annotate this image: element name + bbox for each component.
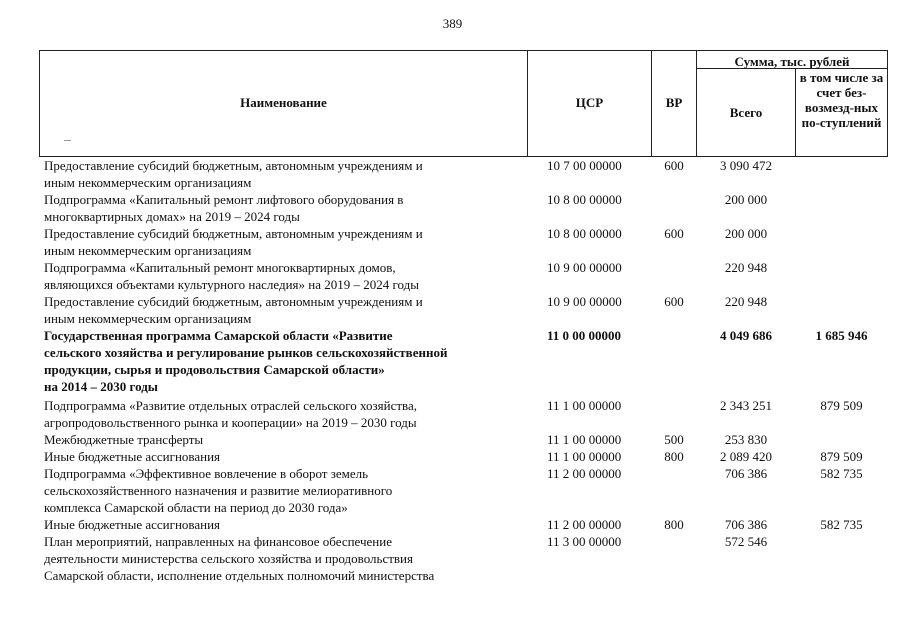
row-vr: 600 (664, 158, 684, 173)
row-including: 879 509 (820, 449, 863, 464)
row-vr: 800 (664, 517, 684, 532)
scan-mark (64, 140, 71, 141)
row-total: 200 000 (724, 192, 768, 207)
row-total: 3 090 472 (720, 158, 772, 173)
row-csr: 11 2 00 00000 (547, 517, 622, 532)
row-name: Подпрограмма «Капитальный ремонт лифтового оборудования в многоквартирных домах» на 2019 – 2024 годы (44, 192, 404, 224)
row-total: 2 343 251 (720, 398, 772, 413)
row-total: 220 948 (724, 260, 768, 275)
row-vr: 600 (664, 294, 684, 309)
column-header-name: Наименование (240, 95, 327, 110)
row-csr: 10 8 00 00000 (547, 192, 622, 207)
row-csr: 11 2 00 00000 (547, 466, 622, 481)
row-including: 582 735 (820, 517, 863, 532)
row-total: 4 049 686 (720, 328, 772, 343)
row-name: Иные бюджетные ассигнования (44, 449, 221, 464)
row-csr: 11 0 00 00000 (547, 328, 622, 343)
row-name: План мероприятий, направленных на финансовое обеспечение деятельности министерства сельского хозяйства и продовольствия Самарской области, исполнение отдельных полномочий министерства (44, 534, 435, 583)
row-including: 582 735 (820, 466, 863, 481)
header-right-border (887, 50, 888, 157)
column-header-amount: Сумма, тыс. рублей (734, 54, 850, 69)
row-csr: 10 7 00 00000 (547, 158, 622, 173)
row-vr: 600 (664, 226, 684, 241)
row-total: 200 000 (724, 226, 768, 241)
row-including: 1 685 946 (815, 328, 868, 343)
row-name: Предоставление субсидий бюджетным, автономным учреждениям и иным некоммерческим организациям (44, 226, 423, 258)
row-csr: 11 1 00 00000 (547, 432, 622, 447)
column-header-csr: ЦСР (575, 95, 604, 110)
column-header-including: в том числе за счет без-возмезд-ных по-ступлений (799, 70, 884, 130)
row-name: Предоставление субсидий бюджетным, автономным учреждениям и иным некоммерческим организациям (44, 158, 423, 190)
row-name: Подпрограмма «Развитие отдельных отраслей сельского хозяйства, агропродовольственного рынка и кооперации» на 2019 – 2030 годы (44, 398, 418, 430)
row-vr: 500 (664, 432, 684, 447)
row-total: 706 386 (724, 517, 768, 532)
column-header-total: Всего (729, 105, 763, 120)
row-csr: 10 9 00 00000 (547, 260, 622, 275)
column-header-vr: ВР (665, 95, 683, 110)
row-name: Подпрограмма «Эффективное вовлечение в оборот земель сельскохозяйственного назначения и развитие мелиоративного комплекса Самарской области на период до 2030 года» (44, 466, 393, 515)
row-csr: 10 8 00 00000 (547, 226, 622, 241)
row-csr: 11 1 00 00000 (547, 398, 622, 413)
row-total: 220 948 (724, 294, 768, 309)
row-name: Предоставление субсидий бюджетным, автономным учреждениям и иным некоммерческим организациям (44, 294, 423, 326)
page-number: 389 (442, 16, 463, 31)
row-name: Межбюджетные трансферты (44, 432, 204, 447)
header-top-border (39, 50, 888, 51)
row-total: 253 830 (724, 432, 768, 447)
row-total: 2 089 420 (720, 449, 772, 464)
row-total: 572 546 (724, 534, 768, 549)
row-csr: 11 3 00 00000 (547, 534, 622, 549)
row-csr: 11 1 00 00000 (547, 449, 622, 464)
row-name: Подпрограмма «Капитальный ремонт многоквартирных домов, являющихся объектами культурного наследия» на 2019 – 2024 годы (44, 260, 419, 292)
row-including: 879 509 (820, 398, 863, 413)
row-total: 706 386 (724, 466, 768, 481)
row-vr: 800 (664, 449, 684, 464)
row-name: Иные бюджетные ассигнования (44, 517, 221, 532)
row-csr: 10 9 00 00000 (547, 294, 622, 309)
row-name: Государственная программа Самарской области «Развитие сельского хозяйства и регулирование рынков сельскохозяйственной продукции, сырья и продовольствия Самарской области» на 2014 – 2030 годы (44, 328, 448, 394)
